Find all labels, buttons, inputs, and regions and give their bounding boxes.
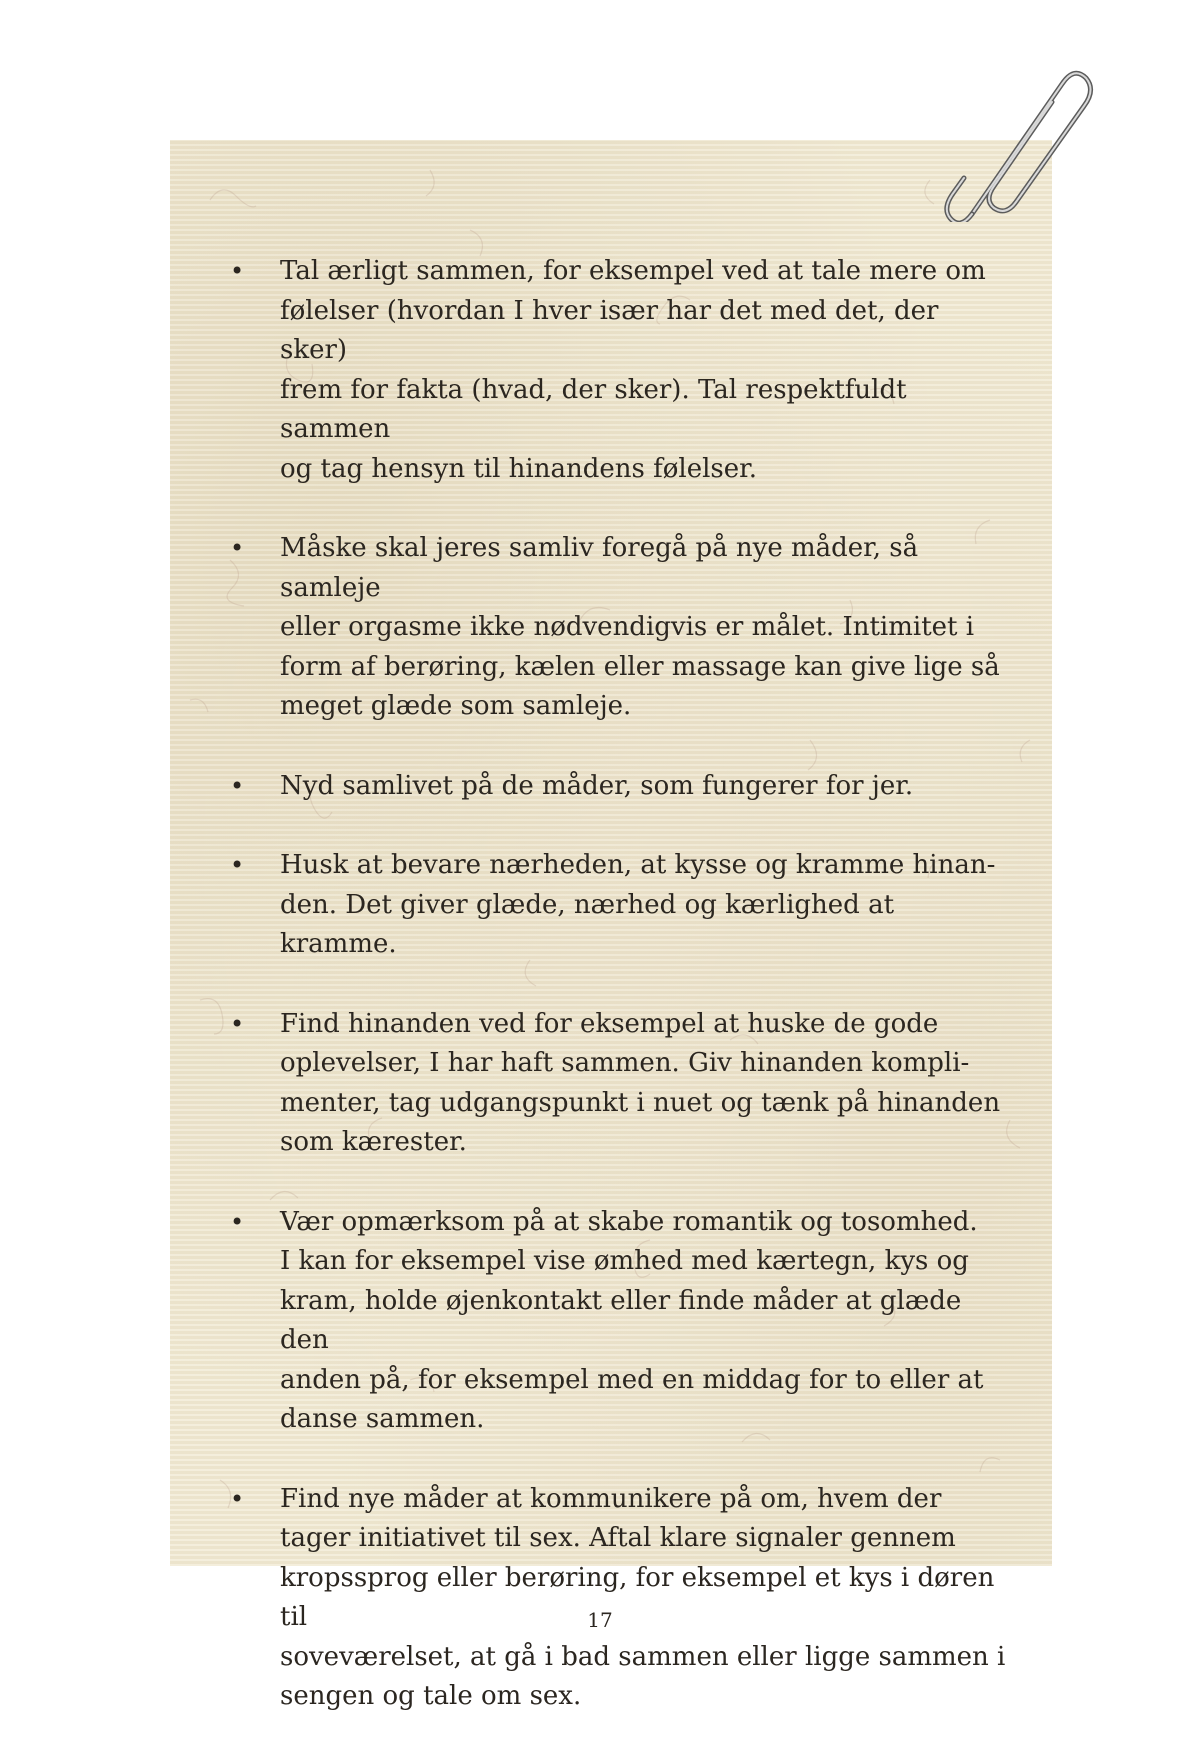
list-item-line: den. Det giver glæde, nærhed og kærlighed at kramme. [280, 889, 895, 959]
page-number: 17 [587, 1608, 613, 1632]
list-item-line: kropssprog eller berøring, for eksempel et kys i døren til [280, 1562, 995, 1632]
list-item [230, 1005, 1010, 1163]
list-item-line: og tag hensyn til hinandens følelser. [280, 453, 757, 484]
list-item-line: følelser (hvordan I hver især har det med det, der sker) [280, 295, 939, 365]
list-item-line: oplevelser, I har haft sammen. Giv hinanden kompli- [280, 1048, 970, 1078]
list-item-line: Måske skal jeres samliv foregå på nye måder, så samleje [280, 533, 919, 603]
list-item-line: meget glæde som samleje. [280, 691, 632, 721]
advice-bullet-list [230, 252, 1010, 1757]
list-item-line: kram, holde øjenkontakt eller finde måder at glæde den [280, 1285, 962, 1355]
bullet-marker: • [230, 1207, 245, 1236]
list-item-line: Vær opmærksom på at skabe romantik og tosomhed. [280, 1206, 978, 1237]
list-item [230, 1480, 1010, 1717]
list-item-line: Tal ærligt sammen, for eksempel ved at tale mere om [280, 256, 986, 286]
bullet-marker: • [230, 851, 245, 879]
bullet-marker: • [230, 1009, 245, 1038]
bullet-marker: • [230, 534, 245, 562]
list-item-line: Nyd samlivet på de måder, som fungerer for jer. [280, 770, 914, 801]
list-item-line: eller orgasme ikke nødvendigvis er målet. Intimitet i [280, 612, 975, 642]
list-item-line: menter, tag udgangspunkt i nuet og tænk på hinanden [280, 1087, 1001, 1118]
list-item-line: anden på, for eksempel med en middag for to eller at [280, 1364, 984, 1395]
list-item [230, 252, 1010, 489]
list-item-line: form af berøring, kælen eller massage kan give lige så [280, 651, 1000, 682]
list-item-line: Find nye måder at kommunikere på om, hvem der [280, 1483, 942, 1514]
list-item-line: som kærester. [280, 1127, 467, 1157]
list-item [230, 1203, 1010, 1440]
bullet-marker: • [230, 1484, 245, 1513]
list-item-line: I kan for eksempel vise ømhed med kærtegn, kys og [280, 1246, 969, 1276]
list-item-line: Husk at bevare nærheden, at kysse og kramme hinan- [280, 850, 996, 880]
list-item-line: frem for fakta (hvad, der sker). Tal respektfuldt sammen [280, 374, 907, 444]
list-item [230, 846, 1010, 965]
list-item-line: Find hinanden ved for eksempel at huske de gode [280, 1008, 939, 1039]
list-item [230, 767, 1010, 807]
paperclip-icon [944, 62, 1094, 222]
list-item [230, 529, 1010, 727]
list-item-line: sengen og tale om sex. [280, 1681, 582, 1711]
list-item-line: tager initiativet til sex. Aftal klare signaler gennem [280, 1523, 956, 1553]
bullet-marker: • [230, 771, 245, 800]
list-item-line: soveværelset, at gå i bad sammen eller ligge sammen i [280, 1641, 1006, 1672]
list-item-line: danse sammen. [280, 1404, 485, 1434]
bullet-marker: • [230, 257, 245, 285]
